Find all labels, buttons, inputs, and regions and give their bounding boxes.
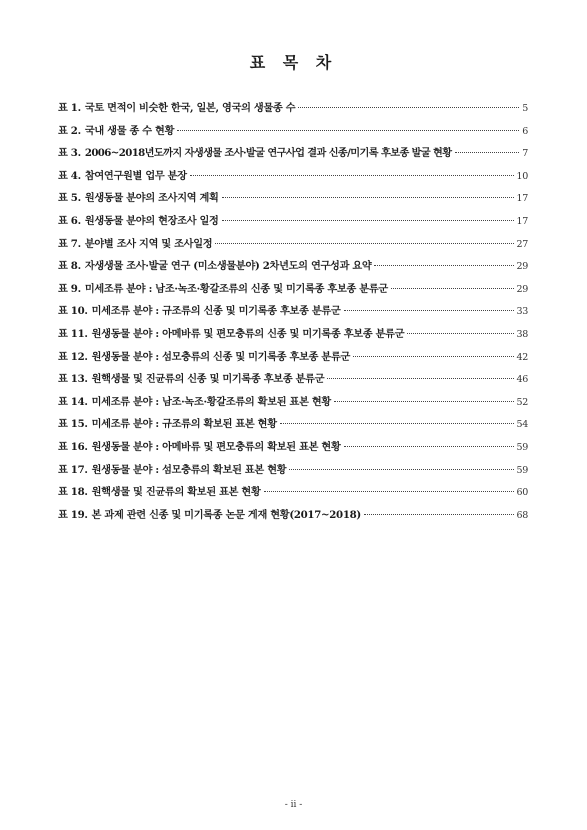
toc-page-number: 5 (522, 103, 528, 114)
toc-page-number: 59 (516, 441, 528, 453)
toc-entry-number: 표 11. (58, 327, 88, 340)
toc-dot-leader (280, 423, 514, 424)
toc-entry[interactable] (58, 348, 528, 371)
toc-dot-leader (364, 514, 514, 515)
toc-entry[interactable] (58, 280, 528, 303)
toc-page-number: 29 (516, 283, 528, 295)
toc-entry-label (58, 212, 219, 227)
toc-entry-number: 표 17. (58, 463, 88, 476)
page-footer-number: - ii - (284, 800, 303, 810)
toc-entry-label (58, 483, 261, 498)
toc-entry[interactable] (58, 189, 528, 212)
toc-entry-number: 표 4. (58, 169, 81, 182)
toc-page-number: 68 (516, 509, 528, 521)
toc-entry-number: 표 18. (58, 486, 88, 499)
toc-entry[interactable] (58, 325, 528, 348)
toc-dot-leader (334, 401, 514, 402)
toc-page-number: 33 (516, 306, 528, 318)
toc-entry-text: 원생동물 분야 : 섬모충류의 확보된 표본 현황 (91, 463, 287, 476)
toc-dot-leader (215, 243, 513, 244)
toc-entry-number: 표 10. (58, 305, 88, 318)
toc-entry-text: 미세조류 분야 : 남조·녹조·황갈조류의 신종 및 미기록종 후보종 분류군 (84, 282, 388, 295)
toc-page-number: 60 (516, 487, 528, 499)
toc-entry-label (58, 99, 295, 114)
toc-entry-text: 참여연구원별 업무 분장 (84, 169, 187, 182)
toc-entry-label (58, 438, 341, 453)
toc-entry-number: 표 5. (58, 192, 81, 205)
toc-entry-label (58, 461, 286, 476)
toc-entry-text: 원핵생물 및 진균류의 확보된 표본 현황 (91, 486, 261, 499)
toc-entry[interactable] (58, 235, 528, 258)
toc-page-number: 29 (516, 261, 528, 273)
toc-entry-text: 2006~2018년도까지 자생생물 조사·발굴 연구사업 결과 신종/미기록 후보종 발굴 현황 (84, 147, 452, 160)
toc-entry-number: 표 3. (58, 147, 81, 160)
toc-entry[interactable] (58, 438, 528, 461)
toc-entry-number: 표 19. (58, 508, 88, 521)
toc-entry-text: 미세조류 분야 : 남조·녹조·황갈조류의 확보된 표본 현황 (91, 395, 331, 408)
toc-page-number: 6 (522, 125, 528, 137)
toc-dot-leader (298, 107, 519, 108)
toc-page-number: 46 (516, 374, 528, 386)
toc-entry[interactable] (58, 461, 528, 484)
toc-entry-number: 표 14. (58, 395, 88, 408)
toc-entry-text: 원핵생물 및 진균류의 신종 및 미기록종 후보종 분류군 (91, 373, 325, 386)
toc-entry[interactable] (58, 393, 528, 416)
toc-entry-label (58, 280, 388, 295)
toc-entry[interactable] (58, 483, 528, 506)
toc-entry-text: 원생동물 분야 : 섬모충류의 신종 및 미기록종 후보종 분류군 (91, 350, 351, 363)
toc-dot-leader (407, 333, 513, 334)
toc-dot-leader (177, 130, 519, 131)
toc-entry-label (58, 325, 404, 340)
toc-entry-text: 본 과제 관련 신종 및 미기록종 논문 게재 현황(2017~2018) (91, 508, 361, 521)
toc-entry[interactable] (58, 122, 528, 145)
toc-page-number: 17 (516, 215, 528, 227)
toc-entry[interactable] (58, 302, 528, 325)
toc-dot-leader (222, 220, 514, 221)
toc-page-number: 59 (516, 464, 528, 476)
toc-entry-label (58, 393, 331, 408)
toc-entry-label (58, 370, 324, 385)
toc-entry-label (58, 506, 361, 521)
toc-page-number: 7 (522, 148, 528, 160)
toc-page-number: 54 (516, 419, 528, 431)
toc-entry-text: 국토 면적이 비슷한 한국, 일본, 영국의 생물종 수 (84, 102, 296, 114)
toc-entry[interactable] (58, 415, 528, 438)
toc-entry-number: 표 16. (58, 440, 88, 453)
toc-entry-label (58, 348, 350, 363)
toc-dot-leader (391, 288, 514, 289)
toc-entry-label (58, 122, 174, 137)
toc-entry-label (58, 167, 187, 182)
toc-entry[interactable] (58, 144, 528, 167)
toc-entry-number: 표 6. (58, 214, 81, 227)
toc-entry-label (58, 189, 219, 204)
toc-entry[interactable] (58, 212, 528, 235)
toc-entry-label (58, 144, 452, 159)
toc-entry-text: 원생동물 분야의 현장조사 일정 (84, 214, 219, 227)
toc-page-number: 27 (516, 238, 528, 250)
toc-dot-leader (289, 469, 513, 470)
toc-entry-number: 표 2. (58, 124, 81, 137)
toc-dot-leader (344, 310, 514, 311)
toc-entry-text: 자생생물 조사·발굴 연구 (미소생물분야) 2차년도의 연구성과 요약 (84, 260, 372, 273)
toc-entry-text: 원생동물 분야 : 아메바류 및 편모충류의 확보된 표본 현황 (91, 440, 341, 453)
toc-dot-leader (190, 175, 514, 176)
toc-dot-leader (327, 378, 513, 379)
toc-dot-leader (353, 356, 513, 357)
toc-entry[interactable] (58, 167, 528, 190)
toc-page-number: 10 (516, 170, 528, 182)
page-title: 표 목 차 (249, 53, 338, 72)
toc-entry[interactable] (58, 370, 528, 393)
toc-entry[interactable] (58, 99, 528, 122)
toc-entry-text: 원생동물 분야의 조사지역 계획 (84, 192, 219, 205)
toc-dot-leader (344, 446, 514, 447)
toc-dot-leader (264, 491, 514, 492)
toc-entry-text: 국내 생물 종 수 현황 (84, 124, 175, 137)
toc-entry[interactable] (58, 506, 528, 529)
toc-entry-label (58, 257, 371, 272)
toc-entry-number: 표 13. (58, 373, 88, 386)
toc-page-number: 17 (516, 193, 528, 205)
toc-page-number: 38 (516, 328, 528, 340)
toc-dot-leader (455, 152, 520, 153)
toc-entry-label (58, 302, 341, 317)
toc-entry-text: 미세조류 분야 : 규조류의 확보된 표본 현황 (91, 418, 277, 431)
toc-entry-text: 분야별 조사 지역 및 조사일정 (84, 237, 213, 250)
toc-entry-label (58, 235, 212, 250)
toc-entry-label (58, 415, 277, 430)
toc-entry-number: 표 8. (58, 260, 81, 273)
toc-dot-leader (374, 265, 513, 266)
table-of-contents (58, 99, 528, 528)
toc-dot-leader (222, 197, 514, 198)
toc-entry-text: 원생동물 분야 : 아메바류 및 편모충류의 신종 및 미기록종 후보종 분류군 (91, 327, 405, 340)
toc-entry-number: 표 12. (58, 350, 88, 363)
toc-entry-number: 표 15. (58, 418, 88, 431)
toc-entry-number: 표 9. (58, 282, 81, 295)
toc-page-number: 42 (516, 351, 528, 363)
toc-entry-number: 표 7. (58, 237, 81, 250)
toc-entry-number: 표 1. (58, 102, 81, 114)
toc-entry-text: 미세조류 분야 : 규조류의 신종 및 미기록종 후보종 분류군 (91, 305, 341, 318)
toc-entry[interactable] (58, 257, 528, 280)
toc-page-number: 52 (516, 396, 528, 408)
